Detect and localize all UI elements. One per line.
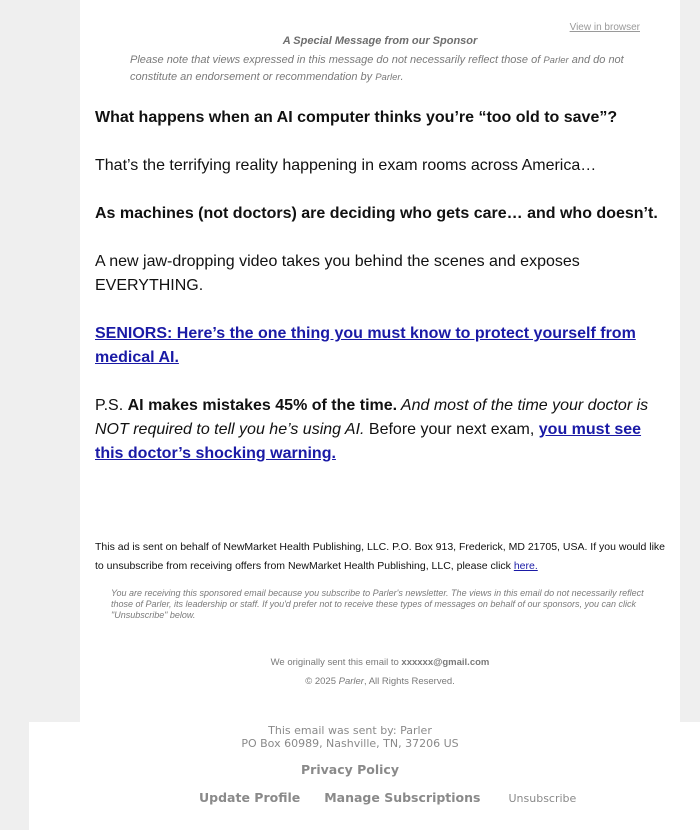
unsubscribe-link[interactable]: Unsubscribe bbox=[508, 792, 577, 805]
legal-text: This ad is sent on behalf of NewMarket Health Publishing, LLC. P.O. Box 913, Frederick, MD 21705, USA. If you would like to unsubscribe from receiving offers from NewMarket Health Publishing, LLC, please click bbox=[95, 541, 666, 572]
brand-name: Parler bbox=[375, 72, 401, 83]
manage-subscriptions-link[interactable]: Manage Subscriptions bbox=[324, 790, 481, 805]
email-footer bbox=[29, 722, 700, 830]
sender-name: This email was sent by: Parler bbox=[268, 724, 432, 737]
sent-to-prefix: We originally sent this email to bbox=[270, 657, 402, 668]
body-paragraph: A new jaw-dropping video takes you behind the scenes and exposes EVERYTHING. bbox=[95, 253, 580, 294]
cta-link[interactable]: SENIORS: Here’s the one thing you must know to protect yourself from medical AI. bbox=[95, 325, 636, 366]
advertiser-legal bbox=[95, 538, 665, 576]
ps-bold-text: AI makes mistakes 45% of the time. bbox=[127, 397, 398, 414]
sponsor-disclaimer bbox=[130, 52, 635, 86]
brand-name: Parler bbox=[543, 55, 569, 66]
privacy-policy-link[interactable]: Privacy Policy bbox=[301, 762, 399, 777]
copyright-brand: Parler bbox=[338, 676, 364, 687]
advertiser-unsubscribe-link[interactable]: here. bbox=[513, 560, 538, 572]
ps-plain-text: Before your next exam, bbox=[364, 421, 539, 438]
ps-prefix: P.S. bbox=[95, 397, 128, 414]
ad-body bbox=[95, 106, 665, 490]
warning-link[interactable]: you must see this doctor’s shocking warning. bbox=[95, 421, 642, 462]
ps-paragraph bbox=[95, 394, 665, 466]
body-paragraph: That’s the terrifying reality happening in exam rooms across America… bbox=[95, 157, 597, 174]
copyright-line bbox=[80, 676, 680, 687]
ps-italic-text: And most of the time your doctor is NOT required to tell you he’s using AI. bbox=[95, 397, 649, 438]
disclaimer-text: . bbox=[400, 71, 404, 83]
copyright-prefix: © 2025 bbox=[305, 676, 339, 687]
disclaimer-text: and do not constitute an endorsement or recommendation by bbox=[130, 54, 624, 83]
headline: What happens when an AI computer thinks you’re “too old to save”? bbox=[95, 109, 618, 126]
recipient-email: xxxxxx@gmail.com bbox=[401, 657, 490, 668]
copyright-suffix: , All Rights Reserved. bbox=[363, 676, 455, 687]
sponsor-title: A Special Message from our Sponsor bbox=[282, 35, 478, 47]
cta-paragraph bbox=[95, 322, 665, 370]
subscription-notice: You are receiving this sponsored email because you subscribe to Parler's newsletter. The views in this email do not necessarily reflect those of Parler, its leadership or staff. If you'd prefer not to receive these types of messages on behalf of our sponsors, you can click "Unsubscribe" below. bbox=[111, 588, 644, 620]
footer-links bbox=[199, 790, 576, 805]
view-in-browser-link[interactable]: View in browser bbox=[569, 22, 640, 33]
body-paragraph-bold: As machines (not doctors) are deciding who gets care… and who doesn’t. bbox=[95, 205, 658, 222]
sender-address: PO Box 60989, Nashville, TN, 37206 US bbox=[241, 737, 459, 750]
sender-info bbox=[0, 724, 700, 750]
update-profile-link[interactable]: Update Profile bbox=[199, 790, 301, 805]
sent-to-line bbox=[80, 657, 680, 668]
email-body-container bbox=[80, 0, 680, 722]
disclaimer-text: Please note that views expressed in this message do not necessarily reflect those of bbox=[130, 54, 544, 66]
